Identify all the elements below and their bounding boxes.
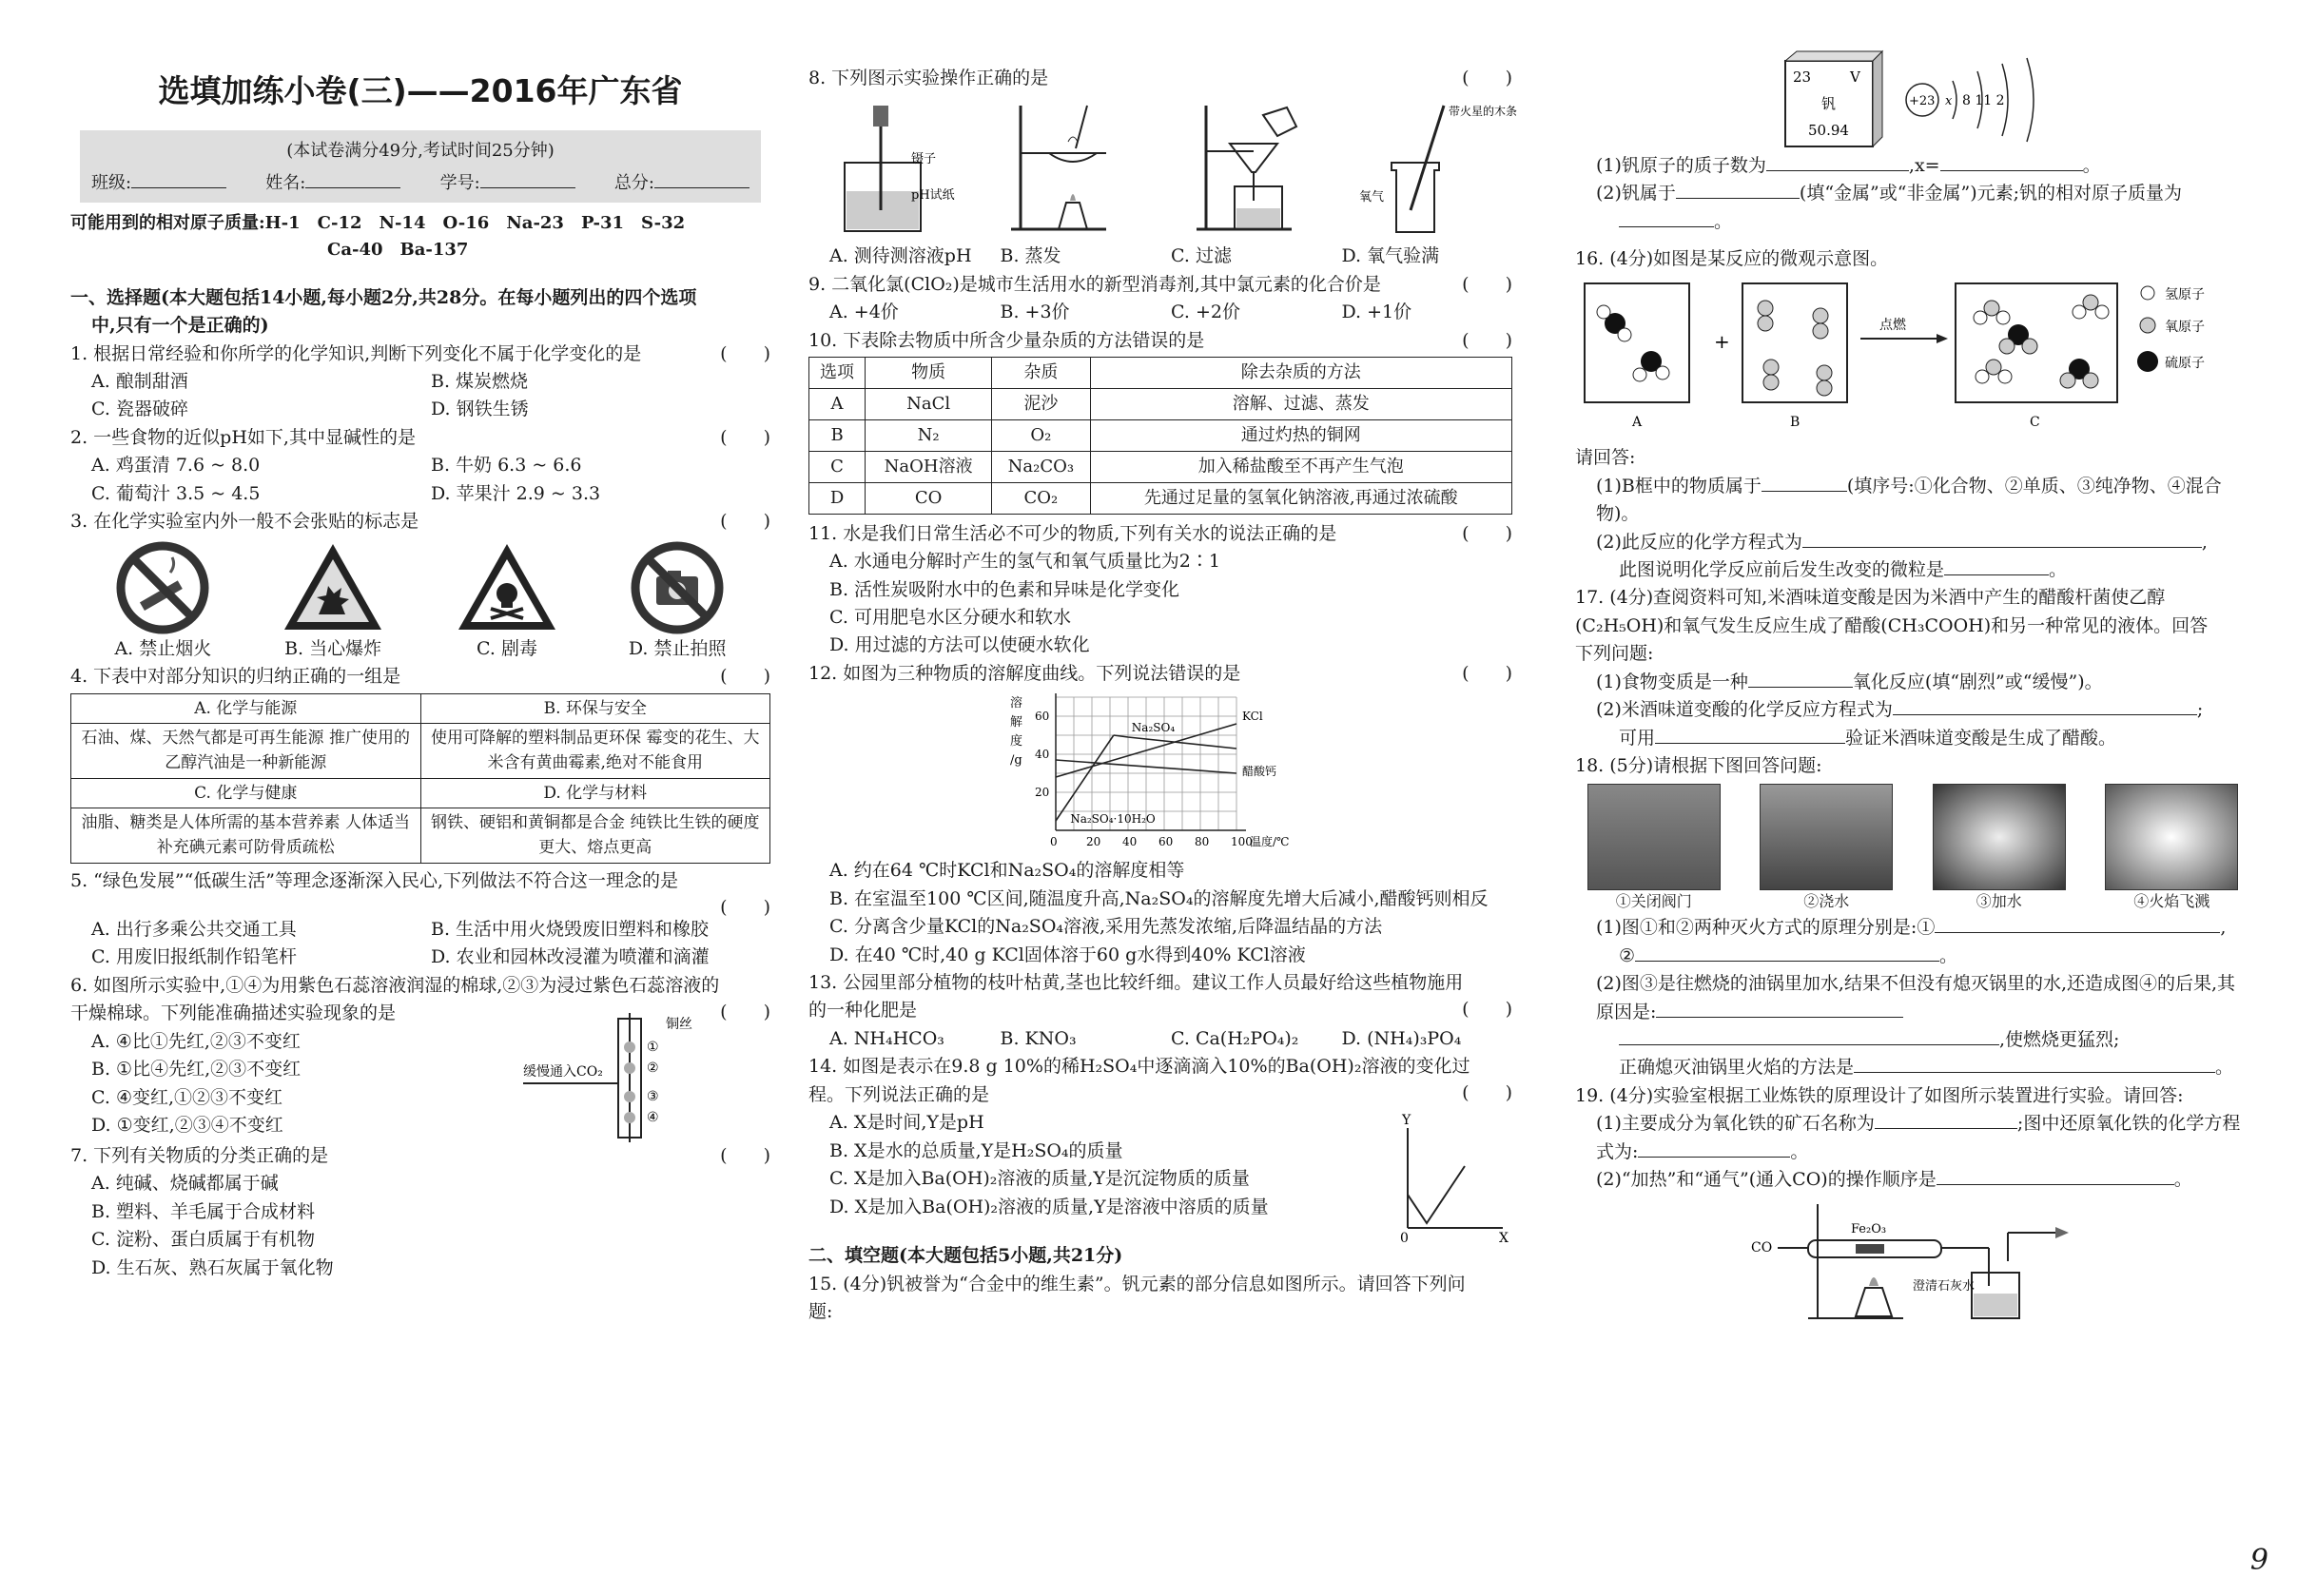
y-tick-label: 40	[1035, 748, 1050, 762]
series-label: KCl	[1242, 710, 1263, 724]
q4-cell-c: 油脂、糖类是人体所需的基本营养素 人体适当补充碘元素可防骨质疏松	[71, 808, 421, 863]
svg-text:③: ③	[647, 1088, 659, 1104]
svg-text:点燃: 点燃	[1879, 317, 1906, 333]
q13-options	[808, 1025, 1512, 1053]
q2-options	[70, 452, 770, 508]
q4-head-b: B. 环保与安全	[420, 693, 770, 723]
svg-text:氧气: 氧气	[1358, 190, 1384, 205]
q9-opt-d[interactable]: D. +1价	[1341, 302, 1412, 323]
q18-photos	[1575, 784, 2250, 914]
svg-text:V: V	[1850, 68, 1860, 86]
explosion-warning-icon	[281, 540, 385, 635]
q12-opt-b[interactable]: B. 在室温至100 ℃区间,随温度升高,Na₂SO₄的溶解度先增大后减小,醋酸钙则相反	[829, 887, 1489, 909]
table-row: A NaCl 泥沙 溶解、过滤、蒸发	[809, 389, 1512, 420]
no-smoking-icon	[115, 540, 210, 635]
x-tick-label: 20	[1086, 835, 1101, 849]
q6-body	[70, 1016, 770, 1142]
svg-text:50.94: 50.94	[1808, 122, 1849, 139]
question-2: 2. 一些食物的近似pH如下,其中显碱性的是 ( )	[70, 426, 770, 448]
q17-answer-2b[interactable]: 可用 验证米酒味道变酸是生成了醋酸。	[1619, 727, 2117, 749]
svg-text:X: X	[1499, 1231, 1509, 1247]
svg-text:C: C	[2030, 414, 2040, 430]
x-tick-label: 0	[1050, 835, 1058, 849]
no-photo-sign[interactable]	[629, 540, 727, 663]
q6-tube-diagram	[523, 1009, 770, 1142]
q12-options	[808, 857, 1512, 969]
photo-flame-splash	[2105, 784, 2238, 890]
photo-water-spray	[1760, 784, 1893, 890]
q9-opt-c[interactable]: C. +2价	[1171, 302, 1240, 323]
q2-opt-c[interactable]: C. 葡萄汁 3.5 ~ 4.5	[91, 482, 261, 504]
q16-answer-2b[interactable]: 此图说明化学反应前后发生改变的微粒是 。	[1619, 558, 2068, 580]
question-8: 8. 下列图示实验操作正确的是 ( )	[808, 68, 1512, 88]
ph-test-figure	[826, 96, 968, 239]
svg-text:x: x	[1945, 94, 1953, 108]
x-tick-label: 40	[1122, 835, 1138, 849]
toxic-sign[interactable]	[455, 540, 559, 663]
svg-text:镊子: 镊子	[910, 152, 936, 167]
q8-apparatus	[808, 92, 1517, 243]
q19-answer-1[interactable]: (1)主要成分为氧化铁的矿石名称为 ;图中还原氧化铁的化学方程式为: 。	[1596, 1113, 2241, 1162]
x-tick-label: 60	[1158, 835, 1174, 849]
solubility-chart	[989, 688, 1332, 857]
question-16: 16. (4分)如图是某反应的微观示意图。	[1575, 248, 1889, 270]
svg-text:pH试纸: pH试纸	[910, 188, 955, 204]
q11-opt-d[interactable]: D. 用过滤的方法可以使硬水软化	[829, 634, 1090, 656]
q12-opt-c[interactable]: C. 分离含少量KCl的Na₂SO₄溶液,采用先蒸发浓缩,后降温结晶的方法	[829, 916, 1383, 938]
svg-text:B: B	[1790, 414, 1801, 430]
q8-opt-d[interactable]: D. 氧气验满	[1341, 245, 1440, 267]
skull-warning-icon	[455, 540, 559, 635]
svg-text:氢原子: 氢原子	[2165, 286, 2205, 302]
q7-opt-d[interactable]: D. 生石灰、熟石灰属于氧化物	[91, 1256, 334, 1278]
svg-text:④: ④	[647, 1109, 659, 1125]
question-13: 13. 公园里部分植物的枝叶枯黄,茎也比较纤细。建议工作人员最好给这些植物施用的一种化肥是 ( )	[808, 972, 1512, 1022]
no-camera-icon	[630, 540, 725, 635]
name-field[interactable]: 姓名:	[265, 170, 400, 197]
question-17: 17. (4分)查阅资料可知,米酒味道变酸是因为米酒中产生的醋酸杆菌使乙醇(C₂H₅OH)和氧气发生反应生成了醋酸(CH₃COOH)和另一种常见的液体。回答下列问题:	[1575, 587, 2209, 665]
y-tick-label: 60	[1035, 710, 1050, 724]
exam-note: (本试卷满分49分,考试时间25分钟)	[286, 141, 555, 162]
q9-opt-b[interactable]: B. +3价	[1000, 302, 1070, 323]
q1-opt-c[interactable]: C. 瓷器破碎	[91, 399, 188, 420]
q18-answer-1b[interactable]: ② 。	[1619, 944, 1958, 966]
section-2-heading: 二、填空题(本大题包括5小题,共21分)	[808, 1245, 1123, 1267]
no-fire-sign[interactable]	[114, 540, 211, 663]
q15-answer-1[interactable]: (1)钒原子的质子数为 ,x= 。	[1596, 155, 2101, 176]
q15-answer-2b[interactable]: 。	[1575, 208, 2250, 236]
q12-opt-d[interactable]: D. 在40 ℃时,40 g KCl固体溶于60 g水得到40% KCl溶液	[829, 944, 1306, 965]
photo-caption: ②浇水	[1803, 892, 1850, 911]
q7-opt-b[interactable]: B. 塑料、羊毛属于合成材料	[91, 1200, 316, 1222]
series-label: 醋酸钙	[1242, 765, 1277, 779]
q1-opt-a[interactable]: A. 酿制甜酒	[91, 371, 188, 393]
q13-opt-b[interactable]: B. KNO₃	[1000, 1027, 1077, 1049]
element-cell	[1780, 48, 1884, 152]
q7-options	[70, 1170, 770, 1282]
q11-options	[808, 548, 1512, 660]
question-3: 3. 在化学实验室内外一般不会张贴的标志是 ( )	[70, 511, 770, 533]
q13-opt-a[interactable]: A. NH₄HCO₃	[829, 1027, 944, 1049]
svg-text:澄清石灰水: 澄清石灰水	[1913, 1278, 1976, 1294]
q17-answer-1[interactable]: (1)食物变质是一种 氧化反应(填“剧烈”或“缓慢”)。	[1596, 671, 2103, 692]
q6-options	[70, 1028, 523, 1142]
series-line	[1056, 735, 1114, 821]
question-9: 9. 二氧化氯(ClO₂)是城市生活用水的新型消毒剂,其中氯元素的化合价是 ( )	[808, 273, 1512, 295]
q4-head-a: A. 化学与能源	[71, 693, 421, 723]
q6-opt-b[interactable]: B. ①比④先红,②③不变红	[91, 1059, 302, 1080]
table-row: C NaOH溶液 Na₂CO₃ 加入稀盐酸至不再产生气泡	[809, 451, 1512, 482]
svg-text:CO: CO	[1751, 1239, 1773, 1255]
column-left	[70, 59, 770, 1282]
question-15: 15. (4分)钒被誉为“合金中的维生素”。钒元素的部分信息如图所示。请回答下列问题:	[808, 1273, 1466, 1323]
y-axis-label: 溶	[1010, 696, 1023, 711]
question-12: 12. 如图为三种物质的溶解度曲线。下列说法错误的是 ( )	[808, 662, 1512, 684]
q14-opt-c[interactable]: C. X是加入Ba(OH)₂溶液的质量,Y是沉淀物质的质量	[829, 1168, 1250, 1190]
q16-answer-2[interactable]: (2)此反应的化学方程式为 ,	[1596, 531, 2208, 553]
q5-opt-c[interactable]: C. 用废旧报纸制作铅笔杆	[91, 946, 297, 968]
y-axis-label: /g	[1010, 753, 1022, 769]
q3-opt-d: D. 禁止拍照	[628, 637, 727, 659]
table-row: D CO CO₂ 先通过足量的氢氧化钠溶液,再通过浓硫酸	[809, 482, 1512, 514]
info-box	[80, 130, 761, 203]
co2-inlet-label: 缓慢通入CO₂	[523, 1063, 603, 1080]
q5-opt-b[interactable]: B. 生活中用火烧毁废旧塑料和橡胶	[431, 919, 710, 941]
svg-text:Fe₂O₃: Fe₂O₃	[1851, 1221, 1887, 1236]
svg-text:+23: +23	[1909, 94, 1936, 108]
question-1: 1. 根据日常经验和你所学的化学知识,判断下列变化不属于化学变化的是 ( )	[70, 342, 770, 364]
question-10: 10. 下表除去物质中所含少量杂质的方法错误的是 ( )	[808, 329, 1512, 351]
q18-answer-2c[interactable]: 正确熄灭油锅里火焰的方法是 。	[1619, 1057, 2234, 1079]
svg-text:氧原子: 氧原子	[2165, 319, 2205, 335]
q1-opt-d[interactable]: D. 钢铁生锈	[431, 399, 529, 420]
photo-add-water	[1933, 784, 2066, 890]
series-label: Na₂SO₄	[1131, 721, 1176, 735]
y-axis-label: 度	[1010, 734, 1023, 749]
ironmaking-apparatus	[1751, 1195, 2074, 1328]
evaporation-figure	[1002, 96, 1144, 239]
q4-head-c: C. 化学与健康	[71, 778, 421, 808]
q5-opt-d[interactable]: D. 农业和园林改浸灌为喷灌和滴灌	[431, 946, 710, 968]
q6-opt-c[interactable]: C. ④变红,①②③不变红	[91, 1086, 283, 1108]
q12-opt-a[interactable]: A. 约在64 ℃时KCl和Na₂SO₄的溶解度相等	[829, 860, 1185, 882]
question-6: 6. 如图所示实验中,①④为用紫色石蕊溶液润湿的棉球,②③为浸过紫色石蕊溶液的干燥棉球。下列能准确描述实验现象的是 ( )	[70, 974, 770, 1024]
q11-opt-a[interactable]: A. 水通电分解时产生的氢气和氧气质量比为2∶1	[829, 551, 1220, 573]
q2-opt-b[interactable]: B. 牛奶 6.3 ~ 6.6	[431, 455, 582, 477]
q9-opt-a[interactable]: A. +4价	[829, 302, 899, 323]
q14-graph	[1379, 1109, 1512, 1247]
page-number: 9	[2249, 1543, 2268, 1577]
q1-options	[70, 368, 770, 424]
y-axis-label: 解	[1010, 715, 1023, 730]
svg-text:0: 0	[1400, 1231, 1409, 1247]
question-14: 14. 如图是表示在9.8 g 10%的稀H₂SO₄中逐滴滴入10%的Ba(OH)₂溶液的变化过程。下列说法正确的是 ( )	[808, 1056, 1512, 1105]
q10-table: 选项 物质 杂质 除去杂质的方法 A NaCl 泥沙 溶解、过滤、蒸发 B N₂ O₂ 通过灼热的铜网 C NaOH溶液 Na₂CO₃ 加入稀盐酸至不再产生气泡 D CO CO₂ 先通过足量的氢氧化钠溶液,再通过浓硫酸	[808, 357, 1512, 514]
q18-answer-2[interactable]: (2)图③是往燃烧的油锅里加水,结果不但没有熄灭锅里的水,还造成图④的后果,其原因是:	[1596, 973, 2236, 1022]
q18-answer-2b[interactable]: ,使燃烧更猛烈;	[1575, 1026, 2250, 1054]
q4-table	[70, 693, 770, 864]
explosion-sign[interactable]	[281, 540, 385, 663]
q2-opt-a[interactable]: A. 鸡蛋清 7.6 ~ 8.0	[91, 455, 261, 477]
score-field[interactable]: 总分:	[614, 170, 749, 197]
photo-close-valve	[1587, 784, 1721, 890]
q14-opt-a[interactable]: A. X是时间,Y是pH	[829, 1112, 984, 1134]
q16-answer-1[interactable]: (1)B框中的物质属于 (填序号:①化合物、②单质、③纯净物、④混合物)。	[1596, 475, 2222, 525]
atomic-mass-list: 可能用到的相对原子质量:H-1 C-12 N-14 O-16 Na-23 P-31 S-32 Ca-40 Ba-137	[70, 212, 686, 260]
q11-opt-c[interactable]: C. 可用肥皂水区分硬水和软水	[829, 606, 1071, 628]
q3-opt-b: B. 当心爆炸	[284, 637, 382, 659]
question-4: 4. 下表中对部分知识的归纳正确的一组是 ( )	[70, 666, 770, 688]
q4-cell-a: 石油、煤、天然气都是可再生能源 推广使用的乙醇汽油是一种新能源	[71, 723, 421, 778]
atom-structure	[1903, 52, 2046, 147]
question-19: 19. (4分)实验室根据工业炼铁的原理设计了如图所示装置进行实验。请回答:	[1575, 1084, 2184, 1106]
svg-text:硫原子: 硫原子	[2165, 355, 2205, 371]
q1-opt-b[interactable]: B. 煤炭燃烧	[431, 371, 529, 393]
question-5: 5. “绿色发展”“低碳生活”等理念逐渐深入民心,下列做法不符合这一理念的是 ( )	[70, 869, 770, 918]
q8-opt-b[interactable]: B. 蒸发	[1000, 245, 1061, 267]
svg-text:②: ②	[647, 1060, 659, 1076]
q11-opt-b[interactable]: B. 活性炭吸附水中的色素和异味是化学变化	[829, 578, 1180, 600]
series-label: Na₂SO₄·10H₂O	[1070, 812, 1156, 827]
q15-answer-2[interactable]: (2)钒属于 (填“金属”或“非金属”)元素;钒的相对原子质量为	[1596, 183, 2183, 204]
svg-text:钒: 钒	[1821, 95, 1837, 112]
q17-answer-2[interactable]: (2)米酒味道变酸的化学反应方程式为 ;	[1596, 699, 2204, 721]
q6-opt-d[interactable]: D. ①变红,②③④不变红	[91, 1115, 283, 1137]
q4-cell-b: 使用可降解的塑料制品更环保 霉变的花生、大米含有黄曲霉素,绝对不能食用	[420, 723, 770, 778]
q3-opt-c: C. 剧毒	[477, 637, 537, 659]
svg-text:①: ①	[647, 1039, 659, 1055]
svg-text:A: A	[1632, 414, 1643, 430]
vanadium-info	[1575, 48, 2250, 152]
q7-opt-c[interactable]: C. 淀粉、蛋白质属于有机物	[91, 1229, 315, 1251]
svg-text:23: 23	[1793, 68, 1812, 86]
section-1-heading: 一、选择题(本大题包括14小题,每小题2分,共28分。在每小题列出的四个选项 中,只有一个是正确的)	[70, 286, 697, 337]
svg-text:+: +	[1714, 329, 1730, 353]
x-tick-label: 80	[1195, 835, 1210, 849]
q8-opt-a[interactable]: A. 测待测溶液pH	[829, 245, 972, 267]
copper-wire-label: 铜丝	[666, 1016, 692, 1032]
q18-answer-1[interactable]: (1)图①和②两种灭火方式的原理分别是:① ,	[1596, 917, 2227, 939]
svg-text:8 11 2: 8 11 2	[1962, 93, 2005, 108]
svg-text:带火星的木条: 带火星的木条	[1448, 105, 1517, 119]
q14-opt-b[interactable]: B. X是水的总质量,Y是H₂SO₄的质量	[829, 1139, 1123, 1161]
q3-opt-a: A. 禁止烟火	[114, 637, 212, 659]
y-tick-label: 20	[1035, 786, 1050, 800]
filtration-figure	[1178, 96, 1320, 239]
photo-caption: ③加水	[1976, 892, 2022, 911]
question-11: 11. 水是我们日常生活必不可少的物质,下列有关水的说法正确的是 ( )	[808, 522, 1512, 544]
q5-options	[70, 916, 770, 972]
svg-text:Y: Y	[1402, 1113, 1411, 1129]
q19-answer-2[interactable]: (2)“加热”和“通气”(通入CO)的操作顺序是 。	[1596, 1169, 2192, 1191]
class-field[interactable]: 班级:	[91, 170, 226, 197]
q16-prompt: 请回答:	[1575, 447, 1636, 469]
question-18: 18. (5分)请根据下图回答问题:	[1575, 755, 1822, 776]
photo-caption: ④火焰飞溅	[2133, 892, 2210, 911]
column-middle	[808, 65, 1517, 1327]
q5-opt-a[interactable]: A. 出行多乘公共交通工具	[91, 919, 297, 941]
x-tick-label: 100	[1231, 835, 1253, 849]
page-title: 选填加练小卷(三)——2016年广东省	[158, 72, 683, 109]
id-field[interactable]: 学号:	[440, 170, 575, 197]
oxygen-test-figure	[1353, 96, 1517, 239]
q2-opt-d[interactable]: D. 苹果汁 2.9 ~ 3.3	[431, 482, 601, 504]
photo-caption: ①关闭阀门	[1615, 892, 1692, 911]
q6-opt-a[interactable]: A. ④比①先红,②③不变红	[91, 1030, 301, 1052]
q14-opt-d[interactable]: D. X是加入Ba(OH)₂溶液的质量,Y是溶液中溶质的质量	[829, 1196, 1269, 1217]
q13-opt-d[interactable]: D. (NH₄)₃PO₄	[1341, 1027, 1462, 1049]
q3-signs	[70, 536, 770, 663]
q14-options	[808, 1109, 1379, 1242]
q13-opt-c[interactable]: C. Ca(H₂PO₄)₂	[1171, 1027, 1299, 1049]
x-axis-label: 温度/℃	[1250, 835, 1290, 849]
q8-opt-c[interactable]: C. 过滤	[1171, 245, 1232, 267]
q4-head-d: D. 化学与材料	[420, 778, 770, 808]
q7-opt-a[interactable]: A. 纯碱、烧碱都属于碱	[91, 1173, 279, 1195]
q9-options	[808, 299, 1512, 326]
q4-cell-d: 钢铁、硬铝和黄铜都是合金 纯铁比生铁的硬度更大、熔点更高	[420, 808, 770, 863]
column-right	[1575, 48, 2250, 1328]
q14-body	[808, 1109, 1512, 1247]
question-7: 7. 下列有关物质的分类正确的是 ( )	[70, 1144, 770, 1166]
q8-options	[808, 243, 1512, 270]
table-row: B N₂ O₂ 通过灼热的铜网	[809, 419, 1512, 451]
reaction-diagram	[1575, 274, 2231, 436]
